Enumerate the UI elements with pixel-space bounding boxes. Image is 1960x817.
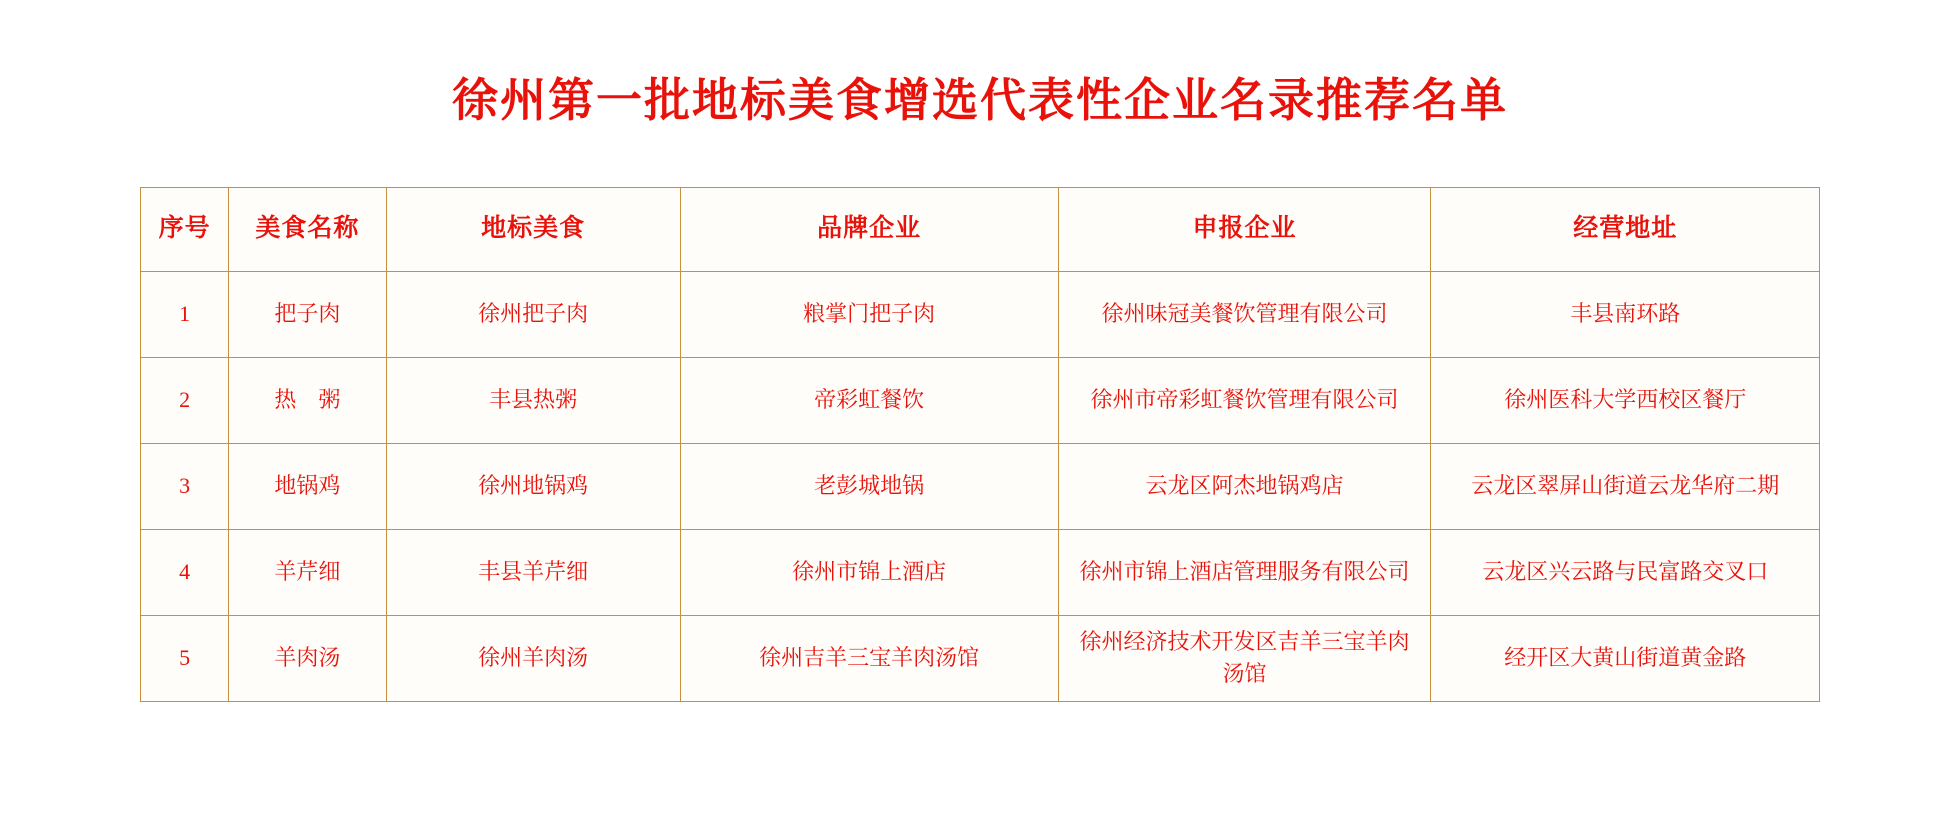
table-container <box>140 187 1820 702</box>
cell-address: 丰县南环路 <box>1431 271 1820 357</box>
recommendation-table <box>140 187 1820 702</box>
cell-index: 2 <box>141 357 229 443</box>
table-header <box>141 187 1820 271</box>
cell-address: 徐州医科大学西校区餐厅 <box>1431 357 1820 443</box>
column-header-food-name: 美食名称 <box>229 187 387 271</box>
cell-landmark-food: 徐州地锅鸡 <box>386 443 680 529</box>
cell-index: 5 <box>141 615 229 701</box>
cell-applicant-company: 徐州市帝彩虹餐饮管理有限公司 <box>1058 357 1431 443</box>
cell-food-name: 羊芹细 <box>229 529 387 615</box>
cell-applicant-company: 徐州味冠美餐饮管理有限公司 <box>1058 271 1431 357</box>
cell-index: 3 <box>141 443 229 529</box>
column-header-applicant-company: 申报企业 <box>1058 187 1431 271</box>
cell-address: 云龙区翠屏山街道云龙华府二期 <box>1431 443 1820 529</box>
cell-landmark-food: 丰县羊芹细 <box>386 529 680 615</box>
cell-food-name: 把子肉 <box>229 271 387 357</box>
table-header-row <box>141 187 1820 271</box>
cell-brand-company: 老彭城地锅 <box>680 443 1058 529</box>
table-row <box>141 443 1820 529</box>
cell-food-name: 羊肉汤 <box>229 615 387 701</box>
cell-brand-company: 徐州吉羊三宝羊肉汤馆 <box>680 615 1058 701</box>
cell-brand-company: 帝彩虹餐饮 <box>680 357 1058 443</box>
cell-index: 4 <box>141 529 229 615</box>
cell-brand-company: 徐州市锦上酒店 <box>680 529 1058 615</box>
cell-food-name: 地锅鸡 <box>229 443 387 529</box>
cell-applicant-company: 云龙区阿杰地锅鸡店 <box>1058 443 1431 529</box>
cell-applicant-company: 徐州市锦上酒店管理服务有限公司 <box>1058 529 1431 615</box>
column-header-address: 经营地址 <box>1431 187 1820 271</box>
cell-address: 经开区大黄山街道黄金路 <box>1431 615 1820 701</box>
cell-food-name: 热 粥 <box>229 357 387 443</box>
table-row <box>141 271 1820 357</box>
table-row <box>141 357 1820 443</box>
table-row <box>141 615 1820 701</box>
cell-landmark-food: 徐州把子肉 <box>386 271 680 357</box>
cell-brand-company: 粮掌门把子肉 <box>680 271 1058 357</box>
table-row <box>141 529 1820 615</box>
cell-index: 1 <box>141 271 229 357</box>
table-body <box>141 271 1820 701</box>
cell-address: 云龙区兴云路与民富路交叉口 <box>1431 529 1820 615</box>
cell-landmark-food: 丰县热粥 <box>386 357 680 443</box>
column-header-brand-company: 品牌企业 <box>680 187 1058 271</box>
page-title: 徐州第一批地标美食增选代表性企业名录推荐名单 <box>452 75 1508 126</box>
cell-applicant-company: 徐州经济技术开发区吉羊三宝羊肉汤馆 <box>1058 615 1431 701</box>
cell-landmark-food: 徐州羊肉汤 <box>386 615 680 701</box>
column-header-landmark-food: 地标美食 <box>386 187 680 271</box>
column-header-index: 序号 <box>141 187 229 271</box>
